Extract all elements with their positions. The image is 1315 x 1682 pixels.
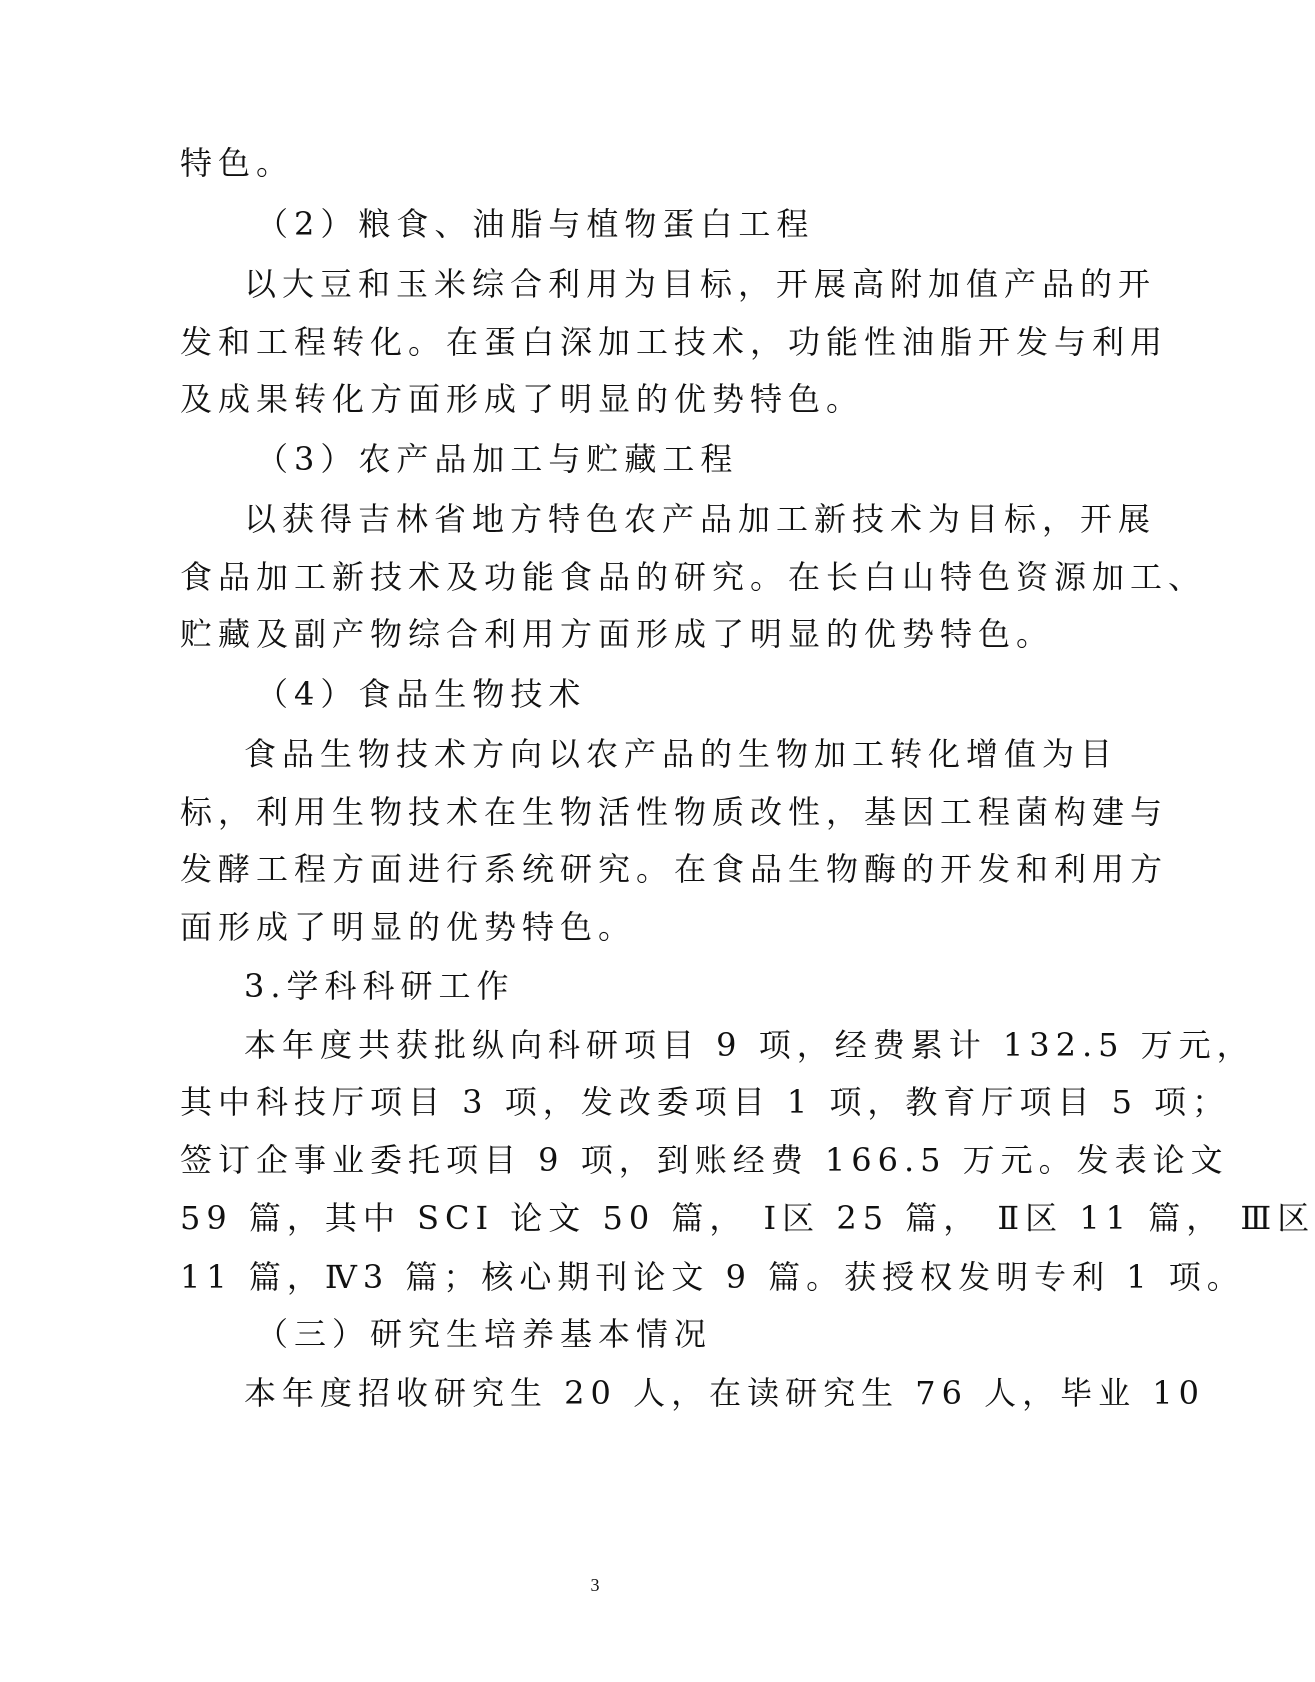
text-line: 以获得吉林省地方特色农产品加工新技术为目标，开展 xyxy=(244,500,1157,538)
text-line: 59 篇，其中 SCI 论文 50 篇， Ⅰ区 25 篇， Ⅱ区 11 篇， Ⅲ区 xyxy=(180,1199,1315,1237)
text-line: 签订企事业委托项目 9 项，到账经费 166.5 万元。发表论文 xyxy=(180,1141,1229,1179)
text-line: 贮藏及副产物综合利用方面形成了明显的优势特色。 xyxy=(180,615,1055,653)
section-heading: （三）研究生培养基本情况 xyxy=(256,1315,713,1353)
text-line: 本年度招收研究生 20 人，在读研究生 76 人，毕业 10 xyxy=(244,1374,1206,1412)
section-heading: （3）农产品加工与贮藏工程 xyxy=(256,440,739,478)
text-line: 及成果转化方面形成了明显的优势特色。 xyxy=(180,380,865,418)
text-line: 发酵工程方面进行系统研究。在食品生物酶的开发和利用方 xyxy=(180,850,1169,888)
text-line: 食品加工新技术及功能食品的研究。在长白山特色资源加工、 xyxy=(180,558,1207,596)
page-number: 3 xyxy=(590,1575,600,1595)
text-line: 特色。 xyxy=(180,144,295,182)
section-heading: （2）粮食、油脂与植物蛋白工程 xyxy=(256,205,815,243)
text-line: 本年度共获批纵向科研项目 9 项，经费累计 132.5 万元， xyxy=(244,1026,1255,1064)
text-line: 面形成了明显的优势特色。 xyxy=(180,908,637,946)
text-line: 发和工程转化。在蛋白深加工技术，功能性油脂开发与利用 xyxy=(180,323,1169,361)
text-line: 以大豆和玉米综合利用为目标，开展高附加值产品的开 xyxy=(244,265,1157,303)
section-heading: （4）食品生物技术 xyxy=(256,675,587,713)
section-heading: 3.学科科研工作 xyxy=(244,967,515,1005)
text-line: 其中科技厅项目 3 项，发改委项目 1 项，教育厅项目 5 项； xyxy=(180,1083,1231,1121)
text-line: 标，利用生物技术在生物活性物质改性，基因工程菌构建与 xyxy=(180,793,1169,831)
text-line: 食品生物技术方向以农产品的生物加工转化增值为目 xyxy=(244,735,1119,773)
text-line: 11 篇，Ⅳ3 篇；核心期刊论文 9 篇。获授权发明专利 1 项。 xyxy=(180,1258,1245,1296)
